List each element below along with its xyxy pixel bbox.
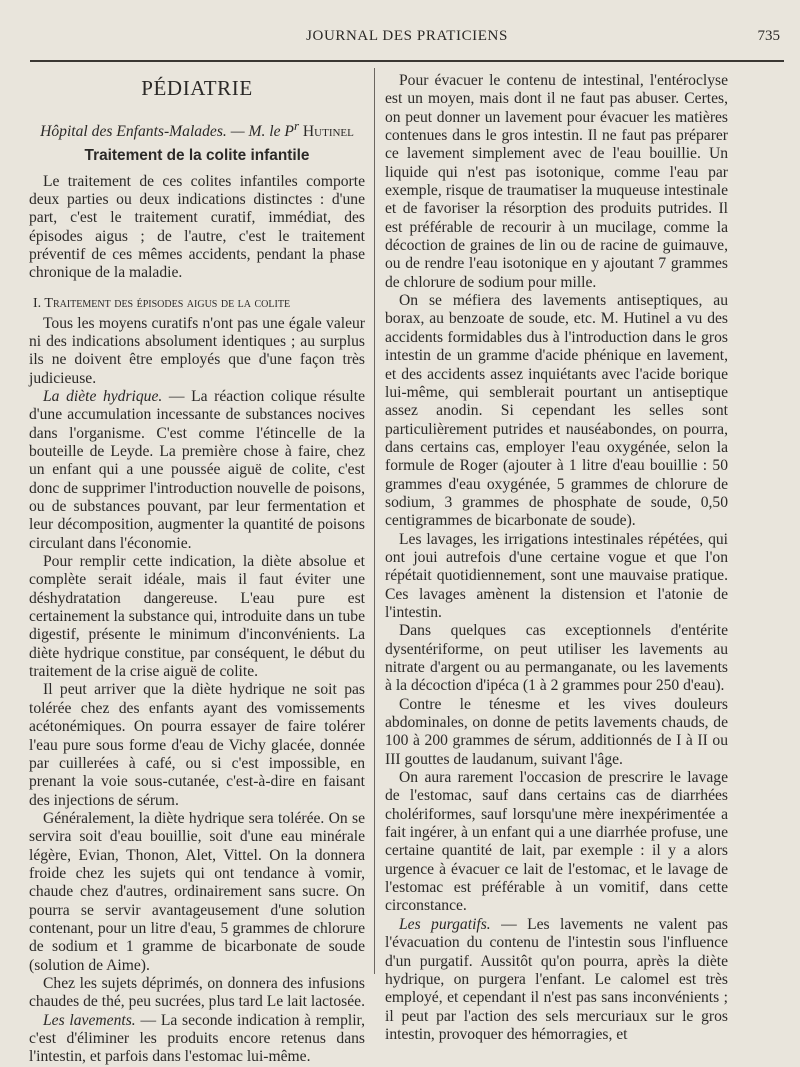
paragraph-text: — La seconde indication à remplir, c'est d'éliminer les produits encore retenus dans l'intestin, et parfois dans l'estomac lui-même. — [29, 1011, 366, 1066]
paragraph: Pour remplir cette indication, la diète absolue et complète serait idéale, mais il faut éviter une déshydratation dangereuse. L'eau pure est certainement la substance qui, introduite dans un tube digestif, présente le minimum d'inconvénients. La diète hydrique constitue, par conséquent, le début du traitement de la crise aiguë de colite. — [29, 553, 365, 681]
page-number: 735 — [757, 28, 780, 44]
paragraph-lead: Les lavements. — [43, 1011, 136, 1029]
paragraph — [29, 388, 365, 553]
paragraph: Généralement, la diète hydrique sera tolérée. On se servira soit d'eau bouillie, soit d'une eau minérale légère, Evian, Thonon, Alet, Vittel. On la donnera froide chez les sujets qui ont tendance à vomir, chaude chez d'autres, ordinairement sans sucre. On pourra se servir avantageusement d'une solution contenant, pour un litre d'eau, 5 grammes de chlorure de sodium et 1 gramme de bicarbonate de soude (solution de Aime). — [29, 809, 365, 974]
source-line — [29, 117, 365, 142]
paragraph-text: — La réaction colique résulte d'une accumulation incessante de substances nocives dans l'organisme. C'est comme l'étincelle de la bouteille de Leyde. La première chose à faire, chez un enfant qui a une poussée aiguë de colite, c'est donc de supprimer l'introduction nouvelle de poisons, ou de substances pouvant, par leur fermentation et leur décomposition, augmenter la quantité de poisons circulant dans l'économie. — [29, 387, 365, 552]
header-rule — [30, 60, 784, 62]
column-divider — [374, 68, 375, 974]
paragraph: Dans quelques cas exceptionnels d'entérite dysentériforme, on peut utiliser les lavements au nitrate d'argent ou au permanganate, ou les lavements à la décoction d'ipéca (1 à 2 grammes pour 250 d'eau). — [385, 622, 728, 695]
paragraph-lead: Les purgatifs. — [399, 915, 491, 933]
running-head — [30, 28, 784, 52]
paragraph: On aura rarement l'occasion de prescrire le lavage de l'estomac, sauf dans certains cas de diarrhées cholériformes, sauf lorsqu'une mère inexpérimentée a fait ingérer, à un enfant qui a une diarrhée profuse, une certaine quantité de lait, par exemple : il y a alors urgence à évacuer ce lait de l'estomac, et le lavage de l'estomac est préférable à un vomitif, dans cette circonstance. — [385, 769, 728, 915]
right-column — [385, 72, 728, 1044]
professor-abbrev: r — [293, 118, 299, 133]
paragraph — [29, 1012, 365, 1067]
hospital-name: Hôpital des Enfants-Malades. — [40, 123, 227, 141]
article-title: Traitement de la colite infantile — [84, 146, 310, 164]
left-column — [29, 72, 365, 1067]
section-title: PÉDIATRIE — [141, 76, 253, 100]
source-separator: — M. le P — [226, 123, 294, 141]
paragraph: Chez les sujets déprimés, on donnera des infusions chaudes de thé, peu sucrées, plus tard Le lait lactosée. — [29, 974, 365, 1011]
paragraph: Pour évacuer le contenu de intestinal, l'entéroclyse est un moyen, mais dont il ne faut pas abuser. Certes, on peut donner un lavement pour évacuer les matières contenues dans le gros intestin. Il ne faut pas préparer ce lavement simplement avec de l'eau bouillie. Un liquide qui n'est pas isotonique, comme l'eau par exemple, risque de traumatiser la muqueuse intestinale et de favoriser la résorption des produits putrides. Il est préférable de recourir à un mucilage, comme la décoction de graines de lin ou de racine de guimauve, ou de rendre l'eau isotonique en y ajoutant 7 grammes de chlorure de sodium pour mille. — [385, 72, 728, 291]
subsection-heading: I. Traitement des épisodes aigus de la colite — [33, 295, 291, 311]
paragraph — [385, 916, 728, 1044]
intro-paragraph: Le traitement de ces colites infantiles comporte deux parties ou deux indications distinctes : d'une part, c'est le traitement curatif, immédiat, des épisodes aigus ; de l'autre, c'est le traitement préventif de ces mêmes accidents, pendant la phase chronique de la maladie. — [29, 172, 365, 282]
paragraph: Tous les moyens curatifs n'ont pas une égale valeur ni des indications absolument identiques ; au surplus ils ne doivent être employés que d'une façon très judicieuse. — [29, 314, 365, 387]
paragraph: On se méfiera des lavements antiseptiques, au borax, au benzoate de soude, etc. M. Hutinel a vu des accidents formidables dus à l'introduction dans le gros intestin de un gramme d'acide phénique en lavement, et des accidents assez inquiétants avec l'acide borique lui-même, qui semblerait pourtant un antiseptique assez anodin. Si cependant les selles sont particulièrement putrides et nauséabondes, on pourra, dans certains cas, employer l'eau oxygénée, selon la formule de Roger (ajouter à 1 litre d'eau bouillie : 50 grammes d'eau oxygénée, 5 grammes de chlorure de sodium, 3 grammes de phosphate de soude, 0,50 centigrammes de bicarbonate de soude). — [385, 292, 728, 530]
paragraph-lead: La diète hydrique. — [43, 387, 163, 405]
author-name: Hutinel — [299, 123, 354, 141]
paragraph: Contre le ténesme et les vives douleurs abdominales, on donne de petits lavements chauds, de 100 à 200 grammes de sérum, additionnés de I à II ou III gouttes de laudanum, suivant l'âge. — [385, 695, 728, 768]
paragraph-text: — Les lavements ne valent pas l'évacuation du contenu de l'intestin sous l'influence d'un purgatif. Aussitôt qu'on pourra, après la diète hydrique, on purgera l'enfant. Le calomel est très employé, et cependant il n'est pas sans inconvénients ; il peut par l'action des sels mercuriaux sur le gros intestin, provoquer des hémorragies, et — [385, 915, 729, 1043]
journal-title: JOURNAL DES PRATICIENS — [306, 28, 508, 44]
paragraph: Les lavages, les irrigations intestinales répétées, qui ont joui autrefois d'une certaine vogue et que l'on répétait quotidiennement, sont une mauvaise pratique. Ces lavages amènent la distension et l'atonie de l'intestin. — [385, 530, 728, 621]
paragraph: Il peut arriver que la diète hydrique ne soit pas tolérée chez des enfants ayant des vomissements acétonémiques. On pourra essayer de faire tolérer l'eau pure sous forme d'eau de Vichy glacée, donnée par cuillerées à café, ou si c'est impossible, en prenant la voie sous-cutanée, c'est-à-dire en faisant des injections de sérum. — [29, 681, 365, 809]
